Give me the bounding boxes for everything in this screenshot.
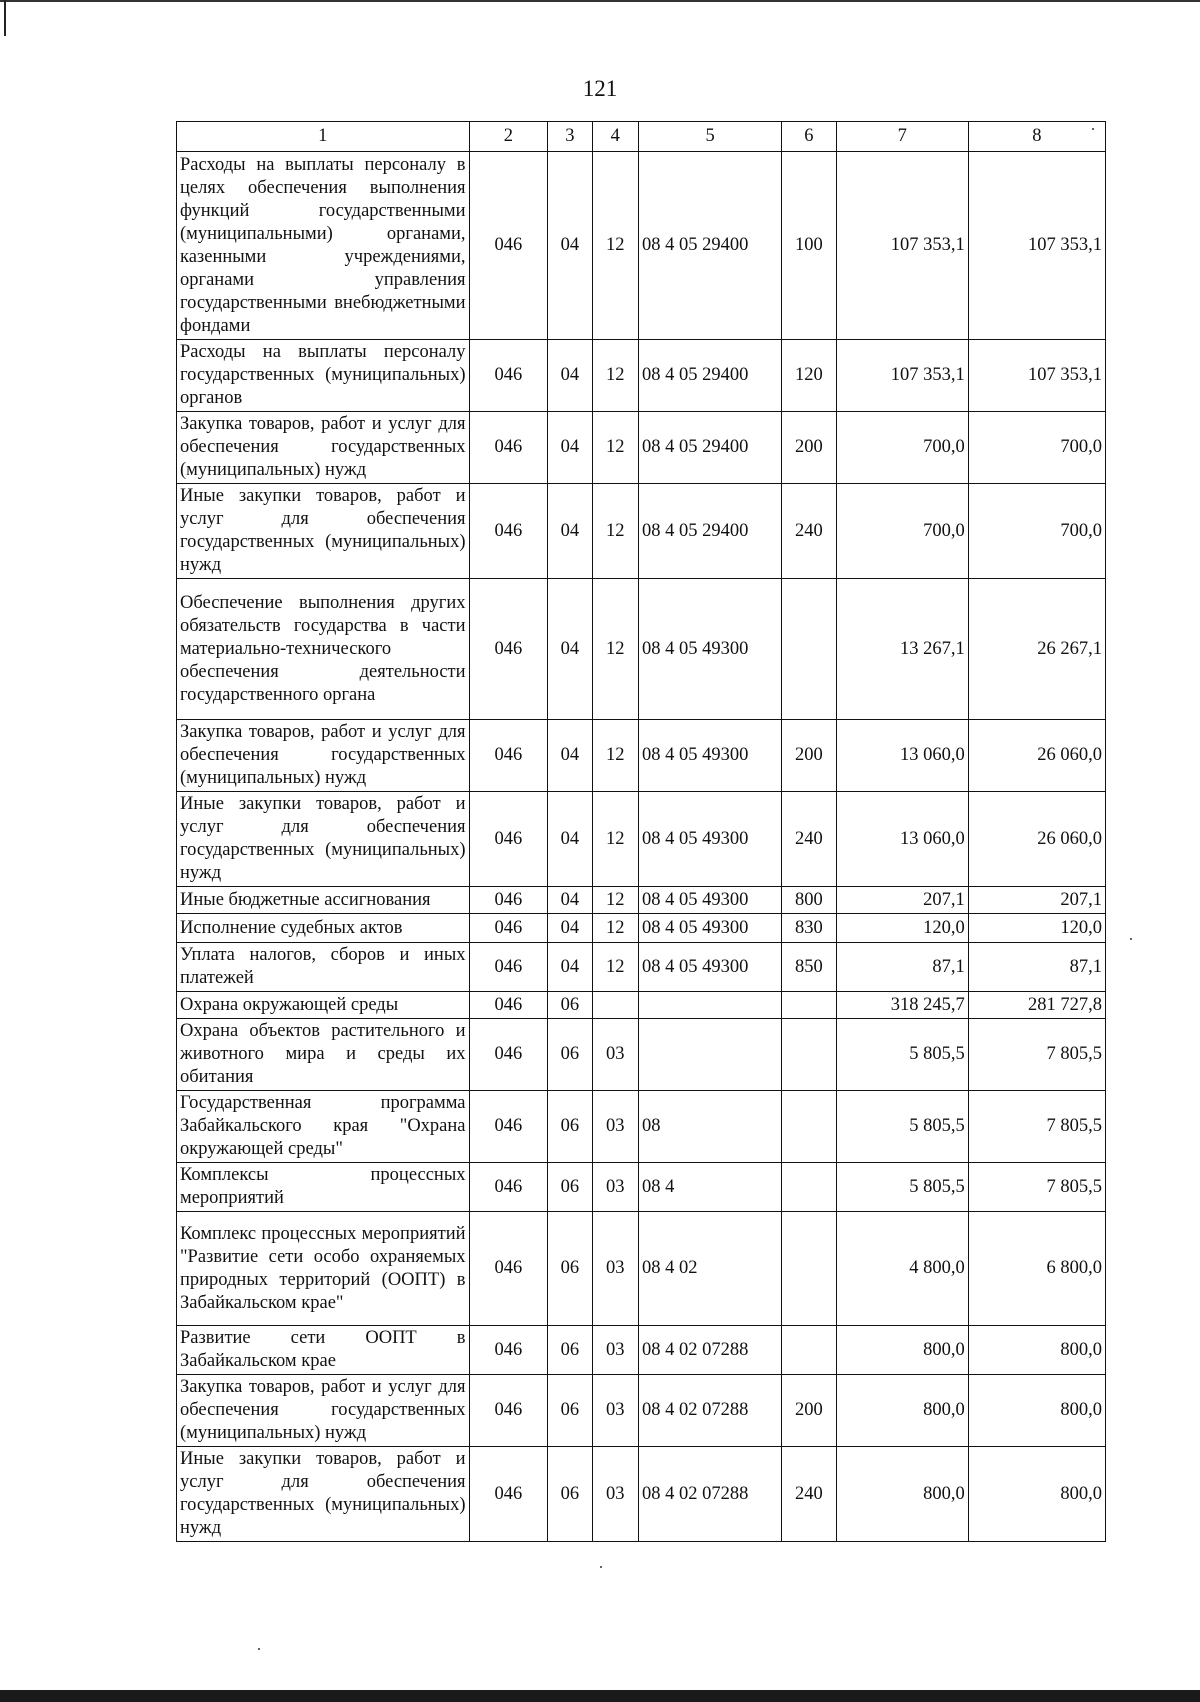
cell-col-7: 5 805,5 (836, 1091, 968, 1163)
cell-col-8: 7 805,5 (968, 1019, 1105, 1091)
cell-col-3: 04 (548, 152, 592, 340)
scan-edge-top (0, 0, 1200, 10)
cell-col-5: 08 4 05 49300 (638, 579, 781, 720)
row-description: Обеспечение выполнения других обязательств государства в части материально-технического обеспечения деятельности государственного органа (177, 579, 470, 720)
cell-col-5: 08 4 05 29400 (638, 412, 781, 484)
cell-col-2: 046 (469, 992, 548, 1019)
column-header: 2 (469, 122, 548, 152)
cell-col-8: 281 727,8 (968, 992, 1105, 1019)
cell-col-8: 120,0 (968, 914, 1105, 943)
cell-col-4: 12 (592, 943, 638, 992)
scan-edge-left (4, 0, 6, 36)
scan-speck (1092, 128, 1094, 130)
cell-col-4: 03 (592, 1163, 638, 1212)
cell-col-6 (782, 992, 836, 1019)
cell-col-2: 046 (469, 340, 548, 412)
cell-col-7: 4 800,0 (836, 1212, 968, 1326)
cell-col-3: 04 (548, 579, 592, 720)
cell-col-3: 04 (548, 720, 592, 792)
cell-col-7: 107 353,1 (836, 340, 968, 412)
cell-col-6 (782, 1163, 836, 1212)
cell-col-6: 240 (782, 792, 836, 887)
table-row (177, 579, 1106, 720)
row-description: Иные закупки товаров, работ и услуг для обеспечения государственных (муниципальных) нужд (177, 484, 470, 579)
row-description: Расходы на выплаты персоналу в целях обеспечения выполнения функций государственными (муниципальными) органами, казенными учреждениями, органами управления государственными внебюджетными фондами (177, 152, 470, 340)
cell-col-4: 12 (592, 914, 638, 943)
table-row (177, 887, 1106, 914)
cell-col-5: 08 4 (638, 1163, 781, 1212)
cell-col-7: 700,0 (836, 484, 968, 579)
cell-col-3: 04 (548, 943, 592, 992)
cell-col-3: 06 (548, 992, 592, 1019)
row-description: Иные закупки товаров, работ и услуг для обеспечения государственных (муниципальных) нужд (177, 792, 470, 887)
cell-col-3: 04 (548, 914, 592, 943)
row-description: Расходы на выплаты персоналу государственных (муниципальных) органов (177, 340, 470, 412)
cell-col-4: 03 (592, 1212, 638, 1326)
cell-col-5: 08 4 02 07288 (638, 1447, 781, 1542)
cell-col-5: 08 4 05 49300 (638, 943, 781, 992)
row-description: Комплекс процессных мероприятий "Развитие сети особо охраняемых природных территорий (ООПТ) в Забайкальском крае" (177, 1212, 470, 1326)
cell-col-3: 04 (548, 412, 592, 484)
cell-col-8: 87,1 (968, 943, 1105, 992)
table-row (177, 792, 1106, 887)
table-row (177, 1326, 1106, 1375)
cell-col-4: 03 (592, 1091, 638, 1163)
row-description: Закупка товаров, работ и услуг для обеспечения государственных (муниципальных) нужд (177, 720, 470, 792)
cell-col-7: 120,0 (836, 914, 968, 943)
cell-col-4: 03 (592, 1375, 638, 1447)
cell-col-8: 700,0 (968, 412, 1105, 484)
column-header: 3 (548, 122, 592, 152)
table-row (177, 1447, 1106, 1542)
cell-col-7: 800,0 (836, 1375, 968, 1447)
scan-speck (600, 1566, 602, 1568)
cell-col-6: 800 (782, 887, 836, 914)
cell-col-6: 240 (782, 1447, 836, 1542)
cell-col-8: 107 353,1 (968, 340, 1105, 412)
cell-col-2: 046 (469, 1326, 548, 1375)
cell-col-3: 04 (548, 887, 592, 914)
cell-col-6: 120 (782, 340, 836, 412)
cell-col-2: 046 (469, 720, 548, 792)
cell-col-8: 700,0 (968, 484, 1105, 579)
cell-col-6: 240 (782, 484, 836, 579)
cell-col-4: 12 (592, 484, 638, 579)
cell-col-4: 12 (592, 720, 638, 792)
table-row (177, 1375, 1106, 1447)
table-row (177, 1163, 1106, 1212)
cell-col-2: 046 (469, 579, 548, 720)
column-header: 1 (177, 122, 470, 152)
cell-col-6 (782, 1019, 836, 1091)
row-description: Государственная программа Забайкальского края "Охрана окружающей среды" (177, 1091, 470, 1163)
cell-col-5: 08 4 05 49300 (638, 887, 781, 914)
cell-col-3: 04 (548, 792, 592, 887)
table-row (177, 152, 1106, 340)
cell-col-5: 08 4 05 29400 (638, 152, 781, 340)
table-row (177, 720, 1106, 792)
row-description: Комплексы процессных мероприятий (177, 1163, 470, 1212)
budget-table (176, 121, 1106, 1542)
cell-col-2: 046 (469, 484, 548, 579)
cell-col-6: 200 (782, 412, 836, 484)
cell-col-6: 830 (782, 914, 836, 943)
cell-col-5: 08 4 05 29400 (638, 484, 781, 579)
column-header: 7 (836, 122, 968, 152)
cell-col-5: 08 4 02 (638, 1212, 781, 1326)
row-description: Закупка товаров, работ и услуг для обеспечения государственных (муниципальных) нужд (177, 1375, 470, 1447)
cell-col-5: 08 4 05 29400 (638, 340, 781, 412)
cell-col-5: 08 (638, 1091, 781, 1163)
column-header: 4 (592, 122, 638, 152)
cell-col-7: 700,0 (836, 412, 968, 484)
row-description: Иные бюджетные ассигнования (177, 887, 470, 914)
cell-col-4: 12 (592, 152, 638, 340)
cell-col-2: 046 (469, 152, 548, 340)
cell-col-8: 800,0 (968, 1447, 1105, 1542)
cell-col-8: 7 805,5 (968, 1163, 1105, 1212)
cell-col-4: 12 (592, 579, 638, 720)
cell-col-5: 08 4 05 49300 (638, 914, 781, 943)
cell-col-7: 13 267,1 (836, 579, 968, 720)
cell-col-5: 08 4 05 49300 (638, 792, 781, 887)
cell-col-8: 6 800,0 (968, 1212, 1105, 1326)
cell-col-8: 7 805,5 (968, 1091, 1105, 1163)
cell-col-3: 06 (548, 1326, 592, 1375)
table-row (177, 340, 1106, 412)
table-row (177, 1212, 1106, 1326)
column-header: 8 (968, 122, 1105, 152)
row-description: Закупка товаров, работ и услуг для обеспечения государственных (муниципальных) нужд (177, 412, 470, 484)
table-row (177, 484, 1106, 579)
cell-col-2: 046 (469, 914, 548, 943)
cell-col-3: 06 (548, 1212, 592, 1326)
cell-col-5 (638, 1019, 781, 1091)
cell-col-2: 046 (469, 792, 548, 887)
cell-col-8: 26 267,1 (968, 579, 1105, 720)
cell-col-8: 107 353,1 (968, 152, 1105, 340)
cell-col-8: 26 060,0 (968, 792, 1105, 887)
scan-edge-bottom (0, 1690, 1200, 1702)
table-row (177, 943, 1106, 992)
cell-col-7: 318 245,7 (836, 992, 968, 1019)
cell-col-2: 046 (469, 887, 548, 914)
row-description: Уплата налогов, сборов и иных платежей (177, 943, 470, 992)
cell-col-4: 12 (592, 792, 638, 887)
cell-col-2: 046 (469, 943, 548, 992)
cell-col-3: 06 (548, 1091, 592, 1163)
cell-col-7: 13 060,0 (836, 792, 968, 887)
cell-col-8: 800,0 (968, 1326, 1105, 1375)
cell-col-5: 08 4 02 07288 (638, 1375, 781, 1447)
cell-col-7: 13 060,0 (836, 720, 968, 792)
cell-col-3: 04 (548, 484, 592, 579)
cell-col-6: 200 (782, 720, 836, 792)
cell-col-6 (782, 1091, 836, 1163)
cell-col-3: 06 (548, 1447, 592, 1542)
table-row (177, 412, 1106, 484)
cell-col-7: 800,0 (836, 1447, 968, 1542)
row-description: Охрана объектов растительного и животного мира и среды их обитания (177, 1019, 470, 1091)
table-row (177, 1019, 1106, 1091)
row-description: Исполнение судебных актов (177, 914, 470, 943)
cell-col-4: 12 (592, 412, 638, 484)
cell-col-2: 046 (469, 1447, 548, 1542)
cell-col-3: 06 (548, 1163, 592, 1212)
cell-col-2: 046 (469, 412, 548, 484)
cell-col-2: 046 (469, 1375, 548, 1447)
cell-col-2: 046 (469, 1019, 548, 1091)
column-header: 5 (638, 122, 781, 152)
cell-col-7: 5 805,5 (836, 1163, 968, 1212)
cell-col-7: 87,1 (836, 943, 968, 992)
cell-col-4: 12 (592, 887, 638, 914)
cell-col-6: 200 (782, 1375, 836, 1447)
cell-col-4: 03 (592, 1019, 638, 1091)
cell-col-7: 107 353,1 (836, 152, 968, 340)
cell-col-4: 03 (592, 1447, 638, 1542)
table-row (177, 992, 1106, 1019)
scan-speck (258, 1648, 260, 1650)
table-row (177, 914, 1106, 943)
row-description: Охрана окружающей среды (177, 992, 470, 1019)
cell-col-2: 046 (469, 1212, 548, 1326)
cell-col-6: 100 (782, 152, 836, 340)
cell-col-5: 08 4 05 49300 (638, 720, 781, 792)
cell-col-6 (782, 1212, 836, 1326)
cell-col-5: 08 4 02 07288 (638, 1326, 781, 1375)
page-number: 121 (582, 76, 618, 101)
column-header: 6 (782, 122, 836, 152)
scan-speck (1130, 938, 1132, 940)
cell-col-8: 207,1 (968, 887, 1105, 914)
cell-col-2: 046 (469, 1163, 548, 1212)
cell-col-4: 12 (592, 340, 638, 412)
cell-col-8: 26 060,0 (968, 720, 1105, 792)
cell-col-6 (782, 1326, 836, 1375)
cell-col-2: 046 (469, 1091, 548, 1163)
cell-col-5 (638, 992, 781, 1019)
cell-col-8: 800,0 (968, 1375, 1105, 1447)
cell-col-6 (782, 579, 836, 720)
table-header-row (177, 122, 1106, 152)
table-row (177, 1091, 1106, 1163)
cell-col-4: 03 (592, 1326, 638, 1375)
cell-col-7: 5 805,5 (836, 1019, 968, 1091)
cell-col-3: 06 (548, 1375, 592, 1447)
row-description: Иные закупки товаров, работ и услуг для обеспечения государственных (муниципальных) нужд (177, 1447, 470, 1542)
cell-col-3: 04 (548, 340, 592, 412)
cell-col-7: 800,0 (836, 1326, 968, 1375)
cell-col-3: 06 (548, 1019, 592, 1091)
cell-col-6: 850 (782, 943, 836, 992)
row-description: Развитие сети ООПТ в Забайкальском крае (177, 1326, 470, 1375)
cell-col-7: 207,1 (836, 887, 968, 914)
cell-col-4 (592, 992, 638, 1019)
